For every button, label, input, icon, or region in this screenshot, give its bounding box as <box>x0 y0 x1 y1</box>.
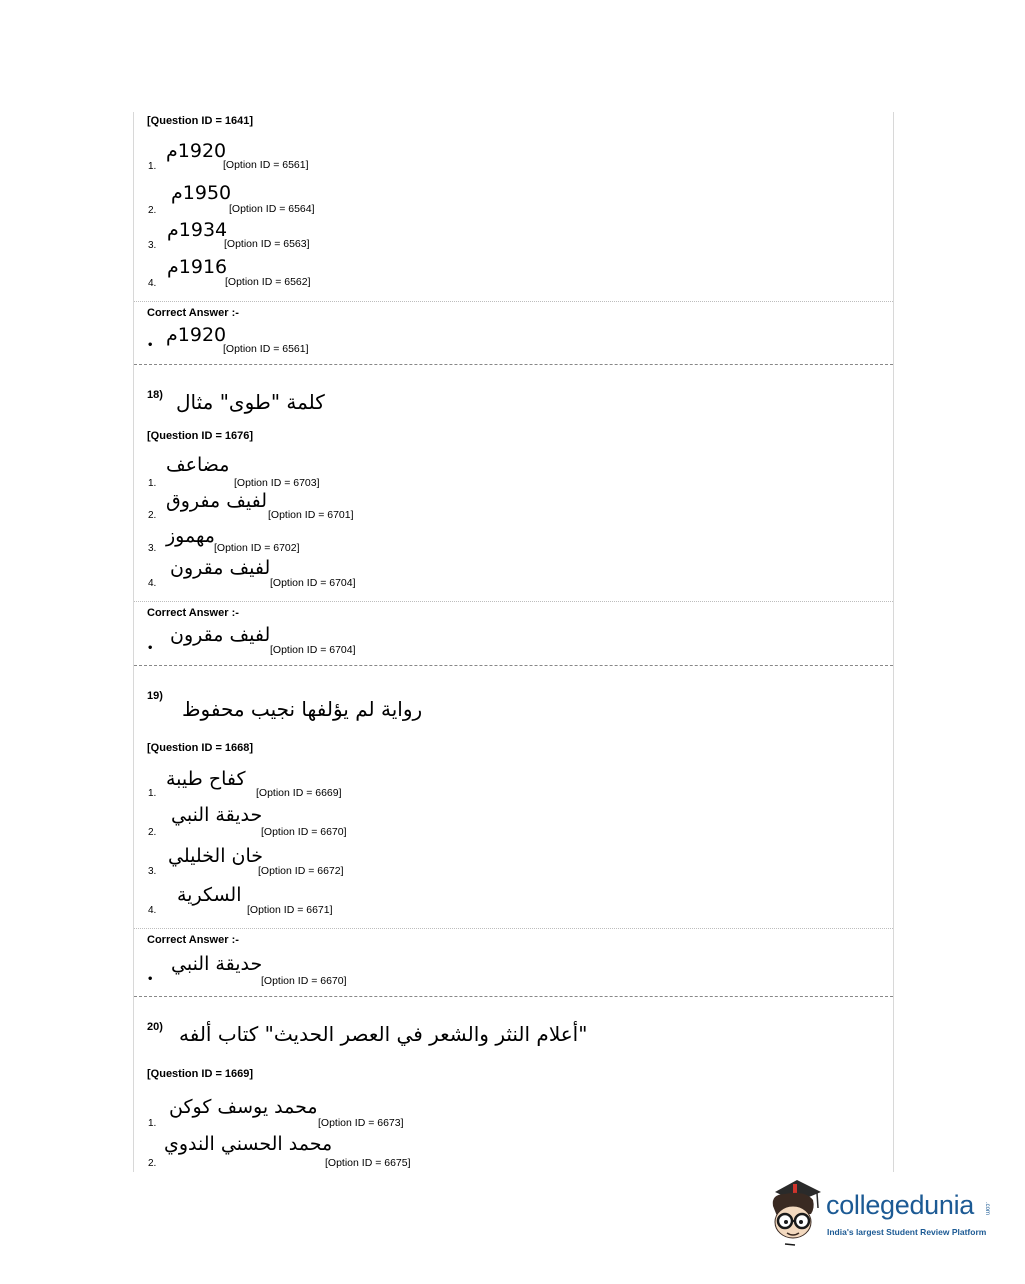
correct-answer-label: Correct Answer :- <box>147 307 239 319</box>
option-id: [Option ID = 6701] <box>268 509 354 521</box>
option-number: 2. <box>148 1158 157 1169</box>
option-id: [Option ID = 6704] <box>270 577 356 589</box>
option-text: 1920م <box>166 140 227 162</box>
divider <box>134 601 893 602</box>
option-number: 3. <box>148 543 157 554</box>
option-number: 2. <box>148 510 157 521</box>
option-text: 1916م <box>167 256 228 278</box>
option-id: [Option ID = 6563] <box>224 238 310 250</box>
option-number: 2. <box>148 827 157 838</box>
mascot-icon <box>765 1178 827 1248</box>
correct-answer-text: حديقة النبي <box>171 953 263 975</box>
option-id: [Option ID = 6561] <box>223 159 309 171</box>
option-text: خان الخليلي <box>168 845 264 867</box>
correct-answer-label: Correct Answer :- <box>147 607 239 619</box>
question-id-1676: [Question ID = 1676] <box>147 430 254 442</box>
question-id-1641: [Question ID = 1641] <box>147 115 254 127</box>
option-number: 1. <box>148 788 157 799</box>
collegedunia-logo[interactable] <box>765 1178 995 1248</box>
option-id: [Option ID = 6702] <box>214 542 300 554</box>
option-number: 1. <box>148 1118 157 1129</box>
correct-answer-id: [Option ID = 6670] <box>261 975 347 987</box>
correct-answer-text: 1920م <box>166 324 227 346</box>
question-id-1669: [Question ID = 1669] <box>147 1068 254 1080</box>
option-number: 4. <box>148 278 157 289</box>
correct-answer-id: [Option ID = 6704] <box>270 644 356 656</box>
option-number: 3. <box>148 240 157 251</box>
option-id: [Option ID = 6670] <box>261 826 347 838</box>
question-text: رواية لم يؤلفها نجيب محفوظ <box>182 697 423 721</box>
brand-tagline: India's largest Student Review Platform <box>827 1227 987 1237</box>
option-text: حديقة النبي <box>171 804 263 826</box>
option-text: كفاح طيبة <box>166 768 246 790</box>
question-number: 19) <box>147 690 163 702</box>
correct-answer-text: لفيف مقرون <box>170 624 271 646</box>
option-number: 1. <box>148 478 157 489</box>
brand-name: collegedunia <box>826 1190 975 1220</box>
option-number: 1. <box>148 161 157 172</box>
question-separator <box>134 996 893 997</box>
correct-answer-label: Correct Answer :- <box>147 934 239 946</box>
option-number: 2. <box>148 205 157 216</box>
option-number: 4. <box>148 905 157 916</box>
question-paper-page <box>133 112 894 1172</box>
option-text: لفيف مقرون <box>170 557 271 579</box>
option-text: لفيف مفروق <box>166 490 268 512</box>
option-id: [Option ID = 6703] <box>234 477 320 489</box>
option-number: 4. <box>148 578 157 589</box>
option-text: مضاعف <box>166 454 230 476</box>
question-text: كلمة "طوى" مثال <box>176 390 325 414</box>
option-id: [Option ID = 6675] <box>325 1157 411 1169</box>
question-id-1668: [Question ID = 1668] <box>147 742 254 754</box>
option-number: 3. <box>148 866 157 877</box>
divider <box>134 301 893 302</box>
option-id: [Option ID = 6673] <box>318 1117 404 1129</box>
answer-bullet: • <box>147 974 154 985</box>
option-text: السكرية <box>177 884 242 906</box>
answer-bullet: • <box>147 340 154 351</box>
option-id: [Option ID = 6672] <box>258 865 344 877</box>
option-text: محمد الحسني الندوي <box>164 1133 333 1155</box>
correct-answer-id: [Option ID = 6561] <box>223 343 309 355</box>
option-text: مهموز <box>166 525 215 547</box>
answer-bullet: • <box>147 643 154 654</box>
option-text: 1950م <box>171 182 232 204</box>
option-text: 1934م <box>167 219 228 241</box>
divider <box>134 928 893 929</box>
option-id: [Option ID = 6564] <box>229 203 315 215</box>
option-text: محمد يوسف كوكن <box>169 1096 318 1118</box>
question-separator <box>134 665 893 666</box>
question-number: 20) <box>147 1021 163 1033</box>
option-id: [Option ID = 6671] <box>247 904 333 916</box>
brand-domain-suffix: .com <box>984 1202 990 1216</box>
question-separator <box>134 364 893 365</box>
option-id: [Option ID = 6669] <box>256 787 342 799</box>
question-number: 18) <box>147 389 163 401</box>
option-id: [Option ID = 6562] <box>225 276 311 288</box>
question-text: "أعلام النثر والشعر في العصر الحديث" كتاب ألفه <box>179 1022 588 1046</box>
